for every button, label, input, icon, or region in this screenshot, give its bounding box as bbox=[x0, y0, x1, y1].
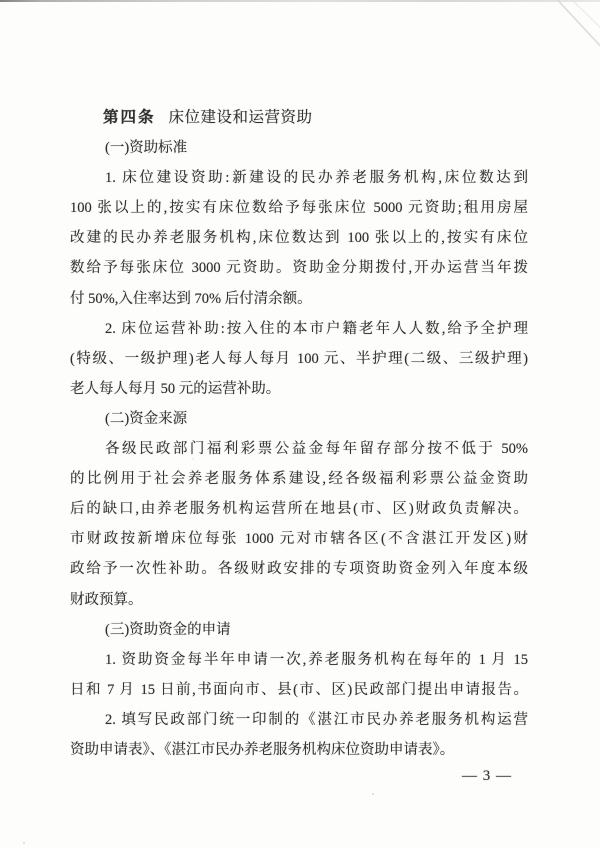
text-line: 后的缺口,由养老服务机构运营所在地县(市、区)财政负责解决。 bbox=[70, 501, 528, 518]
text-line: 100 张以上的,按实有床位数给予每张床位 5000 元资助;租用房屋 bbox=[70, 200, 528, 217]
text-line: 付 50%,入住率达到 70% 后付清余额。 bbox=[70, 290, 312, 307]
text-line: 各级民政部门福利彩票公益金每年留存部分按不低于 50% bbox=[105, 441, 528, 458]
text-line: 财政预算。 bbox=[70, 591, 143, 608]
text-line: 2. 床位运营补助:按入住的本市户籍老年人人数,给予全护理 bbox=[105, 320, 528, 337]
text-line: 数给予每张床位 3000 元资助。资助金分期拨付,开办运营当年拨 bbox=[70, 260, 528, 277]
text-line: 1. 床位建设资助:新建设的民办养老服务机构,床位数达到 bbox=[105, 170, 528, 187]
text-line: 日和 7 月 15 日前,书面向市、县(市、区)民政部门提出申请报告。 bbox=[70, 681, 528, 698]
text-line: (特级、一级护理)老人每人每月 100 元、半护理(二级、三级护理) bbox=[70, 350, 528, 367]
text-line: (一)资助标准 bbox=[105, 140, 188, 157]
text-line: 资助申请表》、《湛江市民办养老服务机构床位资助申请表》。 bbox=[70, 741, 455, 758]
text-line: 1. 资助资金每半年申请一次,养老服务机构在每年的 1 月 15 bbox=[105, 651, 528, 668]
text-line: 市财政按新增床位每张 1000 元对市辖各区(不含湛江开发区)财 bbox=[70, 531, 528, 548]
page-number: — 3 — bbox=[462, 768, 512, 784]
text-line: 老人每人每月 50 元的运营补助。 bbox=[70, 380, 281, 397]
article-heading bbox=[70, 103, 528, 133]
document-content bbox=[70, 103, 528, 765]
document-lines bbox=[70, 133, 528, 765]
article-number: 第四条 bbox=[103, 109, 156, 126]
text-line: (三)资助资金的申请 bbox=[105, 621, 231, 638]
scan-artifact-top-edge bbox=[0, 0, 600, 2]
scan-speck bbox=[372, 793, 374, 795]
text-line: 的比例用于社会养老服务体系建设,经各级福利彩票公益金资助 bbox=[70, 471, 528, 488]
article-title: 床位建设和运营资助 bbox=[168, 109, 313, 126]
text-line: 2. 填写民政部门统一印制的《湛江市民办养老服务机构运营 bbox=[105, 711, 528, 728]
scan-speck bbox=[23, 842, 25, 844]
text-line: 政给予一次性补助。各级财政安排的专项资助资金列入年度本级 bbox=[70, 561, 528, 578]
text-line: (二)资金来源 bbox=[105, 410, 188, 427]
text-line: 改建的民办养老服务机构,床位数达到 100 张以上的,按实有床位 bbox=[70, 230, 528, 247]
